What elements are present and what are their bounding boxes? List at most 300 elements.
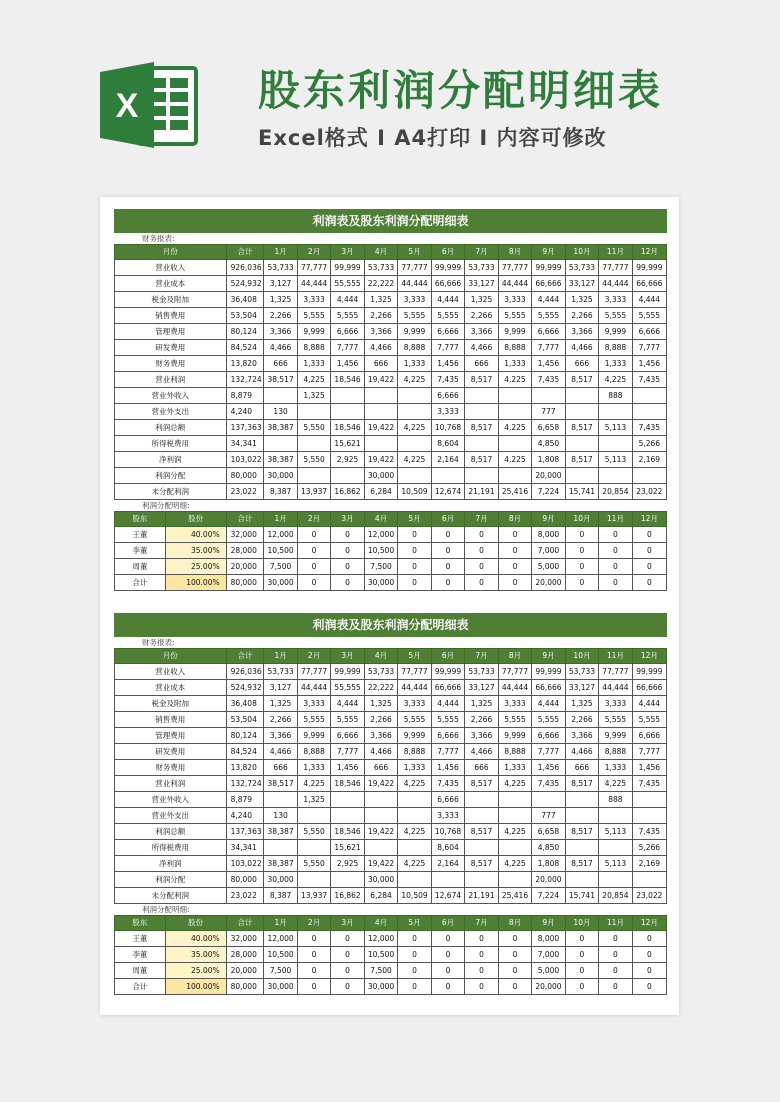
row-label[interactable]: 李董 — [115, 543, 166, 559]
row-label[interactable]: 营业收入 — [115, 260, 227, 276]
value-cell[interactable]: 5,555 — [431, 308, 464, 324]
value-cell[interactable]: 4,850 — [532, 840, 565, 856]
value-cell[interactable]: 30,000 — [264, 872, 297, 888]
value-cell[interactable]: 13,937 — [297, 888, 330, 904]
value-cell[interactable]: 4,225 — [398, 824, 431, 840]
value-cell[interactable]: 12,000 — [264, 527, 297, 543]
value-cell[interactable] — [565, 404, 598, 420]
value-cell[interactable]: 1,333 — [498, 356, 531, 372]
value-cell[interactable]: 6,666 — [532, 728, 565, 744]
value-cell[interactable]: 0 — [465, 979, 498, 995]
value-cell[interactable]: 7,000 — [532, 947, 565, 963]
value-cell[interactable]: 0 — [297, 559, 330, 575]
value-cell[interactable]: 5,550 — [297, 856, 330, 872]
value-cell[interactable]: 23,022 — [632, 484, 666, 500]
value-cell[interactable]: 23,022 — [226, 484, 264, 500]
value-cell[interactable]: 18,546 — [331, 372, 364, 388]
value-cell[interactable]: 9,999 — [498, 324, 531, 340]
value-cell[interactable]: 38,517 — [264, 776, 297, 792]
value-cell[interactable]: 0 — [465, 931, 498, 947]
value-cell[interactable]: 99,999 — [632, 664, 666, 680]
value-cell[interactable]: 38,387 — [264, 824, 297, 840]
row-label[interactable]: 营业外收入 — [115, 388, 227, 404]
value-cell[interactable]: 8,879 — [226, 792, 264, 808]
row-label[interactable]: 未分配利润 — [115, 484, 227, 500]
value-cell[interactable]: 0 — [632, 931, 666, 947]
value-cell[interactable]: 0 — [632, 559, 666, 575]
value-cell[interactable]: 53,733 — [264, 664, 297, 680]
value-cell[interactable]: 7,435 — [632, 776, 666, 792]
value-cell[interactable]: 66,666 — [431, 276, 464, 292]
value-cell[interactable]: 4,444 — [532, 696, 565, 712]
value-cell[interactable]: 132,724 — [226, 776, 264, 792]
value-cell[interactable]: 77,777 — [297, 260, 330, 276]
value-cell[interactable]: 34,341 — [226, 840, 264, 856]
value-cell[interactable]: 8,517 — [565, 856, 598, 872]
value-cell[interactable] — [498, 792, 531, 808]
value-cell[interactable]: 30,000 — [264, 575, 297, 591]
value-cell[interactable]: 53,733 — [364, 260, 397, 276]
row-label[interactable]: 利润总额 — [115, 420, 227, 436]
value-cell[interactable]: 7,777 — [431, 340, 464, 356]
value-cell[interactable]: 6,666 — [532, 324, 565, 340]
value-cell[interactable]: 0 — [431, 979, 464, 995]
value-cell[interactable]: 130 — [264, 808, 297, 824]
value-cell[interactable]: 3,333 — [599, 292, 632, 308]
value-cell[interactable]: 0 — [331, 543, 364, 559]
value-cell[interactable]: 0 — [297, 947, 330, 963]
value-cell[interactable]: 5,550 — [297, 452, 330, 468]
value-cell[interactable]: 666 — [264, 356, 297, 372]
value-cell[interactable]: 10,509 — [398, 484, 431, 500]
value-cell[interactable]: 1,325 — [264, 696, 297, 712]
value-cell[interactable]: 0 — [398, 979, 431, 995]
value-cell[interactable]: 5,555 — [398, 308, 431, 324]
value-cell[interactable]: 3,333 — [398, 696, 431, 712]
row-label[interactable]: 合计 — [115, 979, 166, 995]
value-cell[interactable] — [331, 468, 364, 484]
value-cell[interactable]: 3,366 — [364, 324, 397, 340]
value-cell[interactable] — [364, 404, 397, 420]
value-cell[interactable] — [632, 404, 666, 420]
value-cell[interactable]: 1,333 — [498, 760, 531, 776]
value-cell[interactable]: 0 — [398, 963, 431, 979]
value-cell[interactable]: 5,555 — [297, 712, 330, 728]
value-cell[interactable]: 0 — [599, 527, 632, 543]
value-cell[interactable]: 0 — [599, 963, 632, 979]
value-cell[interactable]: 666 — [364, 356, 397, 372]
value-cell[interactable]: 0 — [331, 931, 364, 947]
value-cell[interactable]: 1,325 — [264, 292, 297, 308]
value-cell[interactable] — [331, 808, 364, 824]
value-cell[interactable]: 19,422 — [364, 856, 397, 872]
row-label[interactable]: 营业成本 — [115, 276, 227, 292]
value-cell[interactable]: 4,225 — [297, 776, 330, 792]
share-percent-cell[interactable]: 100.00% — [165, 979, 226, 995]
value-cell[interactable]: 1,325 — [364, 292, 397, 308]
value-cell[interactable]: 32,000 — [226, 527, 264, 543]
row-label[interactable]: 净利润 — [115, 452, 227, 468]
row-label[interactable]: 利润分配 — [115, 872, 227, 888]
value-cell[interactable]: 8,000 — [532, 527, 565, 543]
value-cell[interactable]: 20,000 — [226, 559, 264, 575]
value-cell[interactable]: 5,555 — [599, 712, 632, 728]
value-cell[interactable]: 38,387 — [264, 452, 297, 468]
value-cell[interactable]: 10,768 — [431, 420, 464, 436]
value-cell[interactable]: 666 — [565, 760, 598, 776]
value-cell[interactable]: 2,164 — [431, 856, 464, 872]
value-cell[interactable]: 53,504 — [226, 712, 264, 728]
value-cell[interactable]: 1,325 — [465, 696, 498, 712]
value-cell[interactable]: 4,466 — [465, 744, 498, 760]
value-cell[interactable]: 0 — [632, 527, 666, 543]
value-cell[interactable]: 4,225 — [398, 452, 431, 468]
value-cell[interactable]: 2,266 — [364, 712, 397, 728]
value-cell[interactable]: 3,366 — [565, 324, 598, 340]
value-cell[interactable]: 4,444 — [632, 292, 666, 308]
value-cell[interactable]: 19,422 — [364, 452, 397, 468]
value-cell[interactable]: 9,999 — [297, 728, 330, 744]
row-label[interactable]: 营业外收入 — [115, 792, 227, 808]
value-cell[interactable]: 0 — [331, 963, 364, 979]
value-cell[interactable] — [297, 468, 330, 484]
value-cell[interactable]: 666 — [565, 356, 598, 372]
value-cell[interactable]: 3,127 — [264, 680, 297, 696]
share-percent-cell[interactable]: 35.00% — [165, 947, 226, 963]
value-cell[interactable]: 53,733 — [465, 664, 498, 680]
value-cell[interactable]: 10,509 — [398, 888, 431, 904]
value-cell[interactable]: 15,621 — [331, 840, 364, 856]
value-cell[interactable]: 0 — [599, 543, 632, 559]
value-cell[interactable]: 103,022 — [226, 856, 264, 872]
value-cell[interactable] — [465, 404, 498, 420]
value-cell[interactable]: 2,266 — [565, 712, 598, 728]
value-cell[interactable] — [498, 436, 531, 452]
value-cell[interactable]: 4,225 — [398, 372, 431, 388]
value-cell[interactable]: 7,500 — [264, 963, 297, 979]
value-cell[interactable]: 0 — [331, 575, 364, 591]
row-label[interactable]: 利润总额 — [115, 824, 227, 840]
value-cell[interactable]: 4,444 — [532, 292, 565, 308]
value-cell[interactable] — [398, 404, 431, 420]
value-cell[interactable]: 53,733 — [264, 260, 297, 276]
value-cell[interactable] — [632, 872, 666, 888]
value-cell[interactable]: 132,724 — [226, 372, 264, 388]
value-cell[interactable]: 30,000 — [264, 979, 297, 995]
value-cell[interactable]: 5,555 — [632, 712, 666, 728]
value-cell[interactable] — [297, 436, 330, 452]
value-cell[interactable]: 13,820 — [226, 760, 264, 776]
value-cell[interactable] — [498, 404, 531, 420]
value-cell[interactable]: 9,999 — [297, 324, 330, 340]
value-cell[interactable]: 1,808 — [532, 452, 565, 468]
value-cell[interactable]: 4,444 — [331, 292, 364, 308]
value-cell[interactable]: 32,000 — [226, 931, 264, 947]
value-cell[interactable]: 20,854 — [599, 484, 632, 500]
value-cell[interactable] — [331, 388, 364, 404]
value-cell[interactable]: 7,777 — [431, 744, 464, 760]
value-cell[interactable]: 99,999 — [632, 260, 666, 276]
value-cell[interactable]: 7,500 — [364, 559, 397, 575]
value-cell[interactable]: 0 — [565, 963, 598, 979]
value-cell[interactable]: 9,999 — [599, 324, 632, 340]
value-cell[interactable] — [565, 388, 598, 404]
value-cell[interactable]: 0 — [498, 559, 531, 575]
value-cell[interactable] — [465, 872, 498, 888]
value-cell[interactable]: 0 — [599, 931, 632, 947]
value-cell[interactable]: 6,666 — [431, 792, 464, 808]
value-cell[interactable] — [599, 436, 632, 452]
value-cell[interactable] — [632, 792, 666, 808]
value-cell[interactable]: 12,000 — [364, 527, 397, 543]
value-cell[interactable]: 15,621 — [331, 436, 364, 452]
value-cell[interactable]: 44,444 — [498, 276, 531, 292]
value-cell[interactable] — [364, 840, 397, 856]
value-cell[interactable]: 3,127 — [264, 276, 297, 292]
value-cell[interactable] — [297, 840, 330, 856]
value-cell[interactable]: 99,999 — [431, 260, 464, 276]
value-cell[interactable]: 21,191 — [465, 888, 498, 904]
value-cell[interactable]: 6,658 — [532, 420, 565, 436]
value-cell[interactable]: 666 — [465, 760, 498, 776]
value-cell[interactable]: 0 — [565, 931, 598, 947]
value-cell[interactable]: 7,435 — [532, 776, 565, 792]
value-cell[interactable]: 6,666 — [331, 324, 364, 340]
value-cell[interactable]: 2,266 — [364, 308, 397, 324]
value-cell[interactable]: 0 — [599, 947, 632, 963]
value-cell[interactable]: 2,266 — [264, 712, 297, 728]
value-cell[interactable]: 8,517 — [465, 824, 498, 840]
value-cell[interactable]: 28,000 — [226, 543, 264, 559]
value-cell[interactable]: 25,416 — [498, 484, 531, 500]
value-cell[interactable]: 6,284 — [364, 484, 397, 500]
value-cell[interactable]: 9,999 — [498, 728, 531, 744]
value-cell[interactable]: 2,266 — [565, 308, 598, 324]
value-cell[interactable]: 53,733 — [565, 260, 598, 276]
value-cell[interactable]: 4,466 — [264, 340, 297, 356]
value-cell[interactable]: 99,999 — [431, 664, 464, 680]
value-cell[interactable]: 0 — [431, 559, 464, 575]
value-cell[interactable]: 6,658 — [532, 824, 565, 840]
value-cell[interactable]: 0 — [398, 559, 431, 575]
value-cell[interactable]: 8,888 — [498, 340, 531, 356]
value-cell[interactable]: 0 — [297, 963, 330, 979]
value-cell[interactable]: 5,555 — [331, 712, 364, 728]
value-cell[interactable]: 16,862 — [331, 484, 364, 500]
value-cell[interactable]: 15,741 — [565, 484, 598, 500]
value-cell[interactable] — [364, 808, 397, 824]
value-cell[interactable]: 0 — [465, 575, 498, 591]
value-cell[interactable]: 33,127 — [565, 680, 598, 696]
value-cell[interactable]: 44,444 — [599, 680, 632, 696]
value-cell[interactable]: 99,999 — [532, 260, 565, 276]
value-cell[interactable] — [565, 468, 598, 484]
value-cell[interactable]: 80,000 — [226, 872, 264, 888]
value-cell[interactable]: 3,366 — [364, 728, 397, 744]
value-cell[interactable] — [498, 808, 531, 824]
value-cell[interactable] — [532, 792, 565, 808]
value-cell[interactable] — [498, 388, 531, 404]
value-cell[interactable] — [632, 468, 666, 484]
value-cell[interactable]: 7,777 — [532, 744, 565, 760]
value-cell[interactable]: 7,777 — [331, 340, 364, 356]
value-cell[interactable]: 4,444 — [431, 696, 464, 712]
value-cell[interactable]: 2,266 — [264, 308, 297, 324]
value-cell[interactable]: 18,546 — [331, 824, 364, 840]
value-cell[interactable]: 0 — [297, 575, 330, 591]
value-cell[interactable]: 3,333 — [431, 808, 464, 824]
value-cell[interactable]: 5,555 — [532, 308, 565, 324]
value-cell[interactable]: 1,325 — [364, 696, 397, 712]
value-cell[interactable]: 0 — [331, 559, 364, 575]
value-cell[interactable]: 0 — [599, 575, 632, 591]
value-cell[interactable] — [632, 388, 666, 404]
value-cell[interactable]: 0 — [498, 963, 531, 979]
value-cell[interactable]: 77,777 — [599, 664, 632, 680]
value-cell[interactable]: 4,225 — [599, 372, 632, 388]
value-cell[interactable]: 80,124 — [226, 728, 264, 744]
value-cell[interactable]: 8,517 — [565, 776, 598, 792]
value-cell[interactable]: 8,517 — [565, 372, 598, 388]
value-cell[interactable]: 66,666 — [632, 680, 666, 696]
value-cell[interactable]: 66,666 — [532, 680, 565, 696]
value-cell[interactable]: 84,524 — [226, 340, 264, 356]
value-cell[interactable]: 8,000 — [532, 931, 565, 947]
value-cell[interactable]: 30,000 — [364, 872, 397, 888]
value-cell[interactable]: 30,000 — [264, 468, 297, 484]
value-cell[interactable]: 33,127 — [565, 276, 598, 292]
value-cell[interactable]: 4,444 — [431, 292, 464, 308]
value-cell[interactable]: 1,456 — [632, 356, 666, 372]
value-cell[interactable]: 8,888 — [398, 340, 431, 356]
value-cell[interactable]: 0 — [331, 947, 364, 963]
value-cell[interactable]: 0 — [431, 543, 464, 559]
value-cell[interactable] — [297, 404, 330, 420]
value-cell[interactable]: 777 — [532, 808, 565, 824]
value-cell[interactable]: 0 — [498, 527, 531, 543]
value-cell[interactable]: 1,325 — [297, 388, 330, 404]
value-cell[interactable]: 3,333 — [398, 292, 431, 308]
value-cell[interactable]: 4,466 — [465, 340, 498, 356]
value-cell[interactable]: 5,555 — [498, 712, 531, 728]
value-cell[interactable]: 8,604 — [431, 436, 464, 452]
value-cell[interactable] — [565, 808, 598, 824]
value-cell[interactable]: 0 — [498, 947, 531, 963]
value-cell[interactable]: 8,387 — [264, 484, 297, 500]
value-cell[interactable]: 5,266 — [632, 840, 666, 856]
value-cell[interactable]: 7,435 — [431, 776, 464, 792]
row-label[interactable]: 销售费用 — [115, 712, 227, 728]
row-label[interactable]: 管理费用 — [115, 728, 227, 744]
value-cell[interactable]: 33,127 — [465, 276, 498, 292]
value-cell[interactable]: 0 — [431, 527, 464, 543]
value-cell[interactable]: 18,546 — [331, 776, 364, 792]
value-cell[interactable]: 3,333 — [297, 292, 330, 308]
value-cell[interactable]: 6,666 — [431, 728, 464, 744]
row-label[interactable]: 营业收入 — [115, 664, 227, 680]
share-percent-cell[interactable]: 25.00% — [165, 559, 226, 575]
value-cell[interactable]: 1,333 — [297, 356, 330, 372]
value-cell[interactable]: 7,000 — [532, 543, 565, 559]
row-label[interactable]: 周董 — [115, 963, 166, 979]
value-cell[interactable]: 5,555 — [297, 308, 330, 324]
value-cell[interactable] — [632, 808, 666, 824]
value-cell[interactable]: 0 — [297, 931, 330, 947]
value-cell[interactable]: 2,169 — [632, 452, 666, 468]
value-cell[interactable]: 19,422 — [364, 420, 397, 436]
value-cell[interactable] — [364, 792, 397, 808]
value-cell[interactable]: 4,225 — [297, 372, 330, 388]
value-cell[interactable]: 6,666 — [431, 388, 464, 404]
value-cell[interactable]: 20,000 — [532, 468, 565, 484]
value-cell[interactable]: 926,036 — [226, 260, 264, 276]
value-cell[interactable]: 4,225 — [498, 452, 531, 468]
value-cell[interactable]: 0 — [331, 979, 364, 995]
value-cell[interactable]: 0 — [398, 543, 431, 559]
value-cell[interactable]: 0 — [498, 979, 531, 995]
value-cell[interactable]: 0 — [565, 527, 598, 543]
value-cell[interactable]: 1,325 — [565, 696, 598, 712]
value-cell[interactable]: 20,000 — [226, 963, 264, 979]
share-percent-cell[interactable]: 35.00% — [165, 543, 226, 559]
share-percent-cell[interactable]: 100.00% — [165, 575, 226, 591]
value-cell[interactable] — [297, 872, 330, 888]
row-label[interactable]: 税金及附加 — [115, 696, 227, 712]
value-cell[interactable]: 137,363 — [226, 824, 264, 840]
value-cell[interactable]: 38,387 — [264, 420, 297, 436]
value-cell[interactable]: 12,000 — [364, 931, 397, 947]
value-cell[interactable]: 44,444 — [297, 680, 330, 696]
value-cell[interactable]: 30,000 — [364, 575, 397, 591]
row-label[interactable]: 管理费用 — [115, 324, 227, 340]
share-percent-cell[interactable]: 25.00% — [165, 963, 226, 979]
value-cell[interactable] — [398, 792, 431, 808]
value-cell[interactable]: 6,666 — [431, 324, 464, 340]
value-cell[interactable]: 19,422 — [364, 776, 397, 792]
value-cell[interactable]: 0 — [465, 527, 498, 543]
value-cell[interactable]: 926,036 — [226, 664, 264, 680]
row-label[interactable]: 研发费用 — [115, 744, 227, 760]
value-cell[interactable]: 0 — [565, 947, 598, 963]
value-cell[interactable]: 0 — [398, 575, 431, 591]
value-cell[interactable] — [364, 436, 397, 452]
value-cell[interactable]: 8,879 — [226, 388, 264, 404]
value-cell[interactable]: 30,000 — [364, 979, 397, 995]
value-cell[interactable]: 0 — [565, 543, 598, 559]
value-cell[interactable]: 21,191 — [465, 484, 498, 500]
value-cell[interactable]: 23,022 — [632, 888, 666, 904]
value-cell[interactable] — [465, 436, 498, 452]
value-cell[interactable]: 2,925 — [331, 452, 364, 468]
row-label[interactable]: 李董 — [115, 947, 166, 963]
value-cell[interactable]: 53,504 — [226, 308, 264, 324]
value-cell[interactable]: 1,333 — [599, 356, 632, 372]
row-label[interactable]: 销售费用 — [115, 308, 227, 324]
value-cell[interactable]: 777 — [532, 404, 565, 420]
row-label[interactable]: 财务费用 — [115, 356, 227, 372]
value-cell[interactable]: 5,550 — [297, 824, 330, 840]
value-cell[interactable]: 7,500 — [364, 963, 397, 979]
value-cell[interactable]: 8,517 — [465, 776, 498, 792]
value-cell[interactable]: 20,000 — [532, 575, 565, 591]
value-cell[interactable]: 9,999 — [599, 728, 632, 744]
value-cell[interactable]: 0 — [297, 527, 330, 543]
value-cell[interactable] — [498, 872, 531, 888]
value-cell[interactable]: 0 — [498, 543, 531, 559]
value-cell[interactable]: 0 — [465, 559, 498, 575]
value-cell[interactable]: 16,862 — [331, 888, 364, 904]
value-cell[interactable]: 0 — [431, 931, 464, 947]
